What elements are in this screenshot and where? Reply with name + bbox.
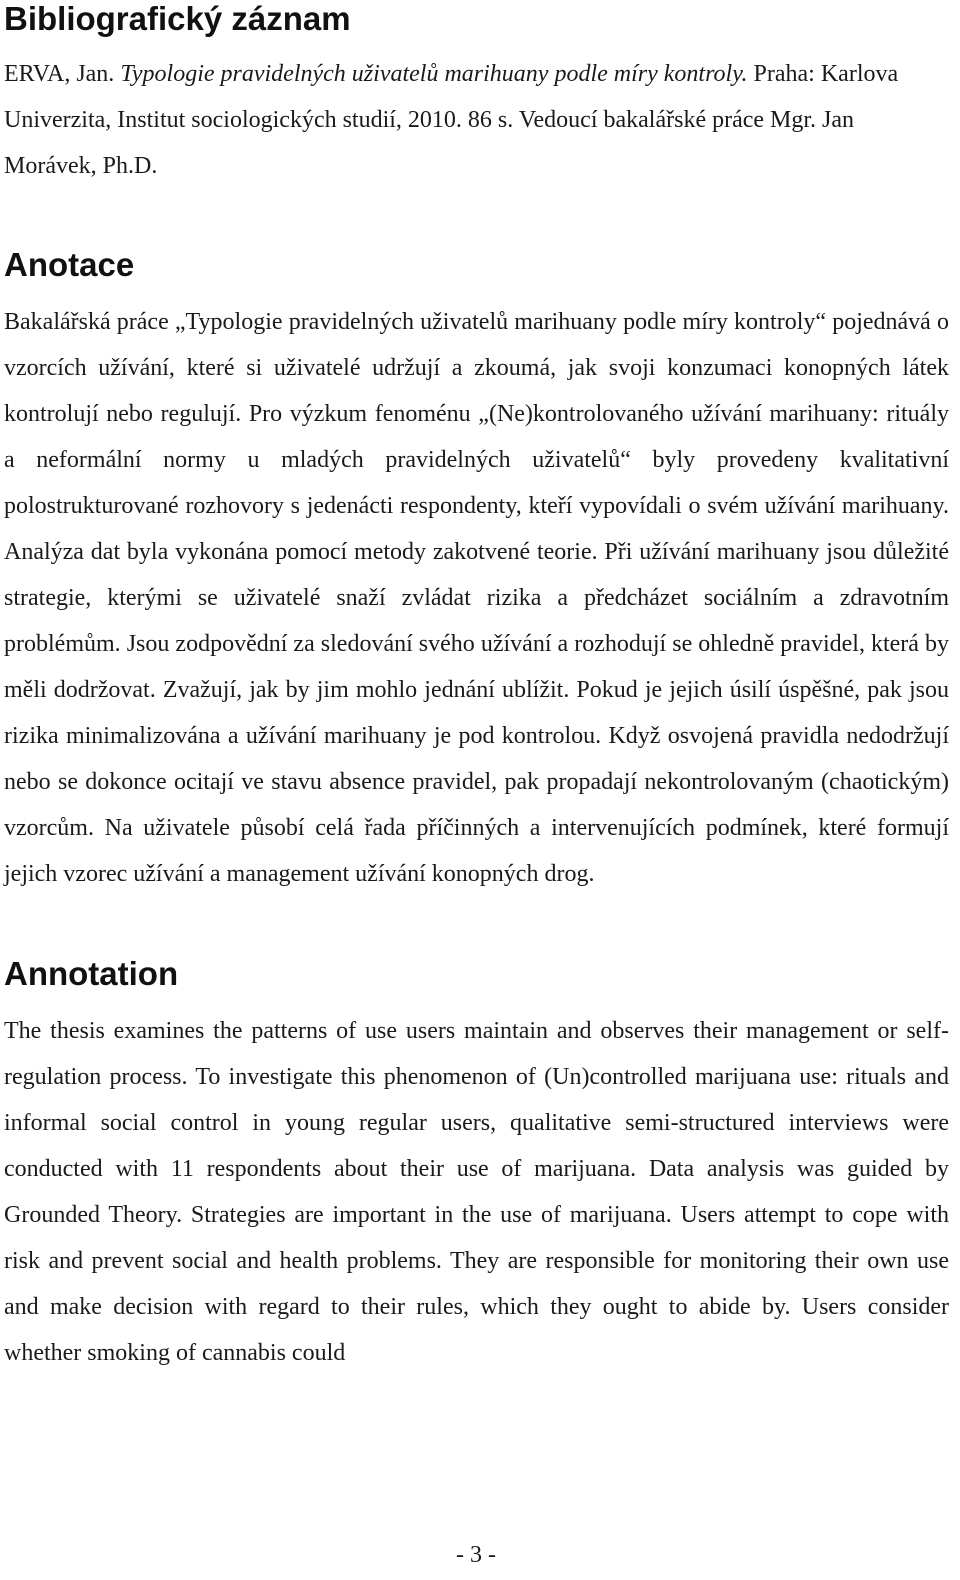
bibliography-title: Typologie pravidelných uživatelů marihuany podle míry kontroly. — [120, 61, 748, 87]
bibliography-details: Praha: Karlova Univerzita, Institut sociologických studií, 2010. 86 s. Vedoucí bakalářské práce Mgr. Jan Morávek, Ph.D. — [4, 61, 899, 179]
anotace-paragraph: Bakalářská práce „Typologie pravidelných uživatelů marihuany podle míry kontroly“ pojednává o vzorcích užívání, které si uživatelé udržují a zkoumá, jak svoji konzumaci konopných látek kontrolují nebo regulují. Pro výzkum fenoménu „(Ne)kontrolovaného užívání marihuany: rituály a neformální normy u mladých pravidelných uživatelů“ byly provedeny kvalitativní polostrukturované rozhovory s jedenácti respondenty, kteří vypovídali o svém užívání marihuany. Analýza dat byla vykonána pomocí metody zakotvené teorie. Při užívání marihuany jsou důležité strategie, kterými se uživatelé snaží zvládat rizika a předcházet sociálním a zdravotním problémům. Jsou zodpovědní za sledování svého užívání a rozhodují se ohledně pravidel, která by měli dodržovat. Zvažují, jak by jim mohlo jednání ublížit. Pokud je jejich úsilí úspěšné, pak jsou rizika minimalizována a užívání marihuany je pod kontrolou. Když osvojená pravidla nedodržují nebo se dokonce ocitají ve stavu absence pravidel, pak propadají nekontrolovaným (chaotickým) vzorcům. Na uživatele působí celá řada příčinných a intervenujících podmínek, které formují jejich vzorec užívání a management užívání konopných drog. — [4, 309, 949, 887]
bibliography-author: ERVA, Jan. — [4, 61, 115, 87]
annotation-heading: Annotation — [4, 955, 179, 992]
annotation-paragraph: The thesis examines the patterns of use users maintain and observes their management or self-regulation process. To investigate this phenomenon of (Un)controlled marijuana use: rituals and informal social control in young regular users, qualitative semi-structured interviews were conducted with 11 respondents about their use of marijuana. Data analysis was guided by Grounded Theory. Strategies are important in the use of marijuana. Users attempt to cope with risk and prevent social and health problems. They are responsible for monitoring their own use and make decision with regard to their rules, which they ought to abide by. Users consider whether smoking of cannabis could — [4, 1018, 949, 1366]
anotace-heading: Anotace — [4, 246, 135, 283]
bibliography-heading: Bibliografický záznam — [4, 0, 351, 37]
bibliography-entry — [4, 51, 949, 189]
page-number: - 3 - — [456, 1542, 496, 1568]
document-page — [4, 0, 949, 1376]
